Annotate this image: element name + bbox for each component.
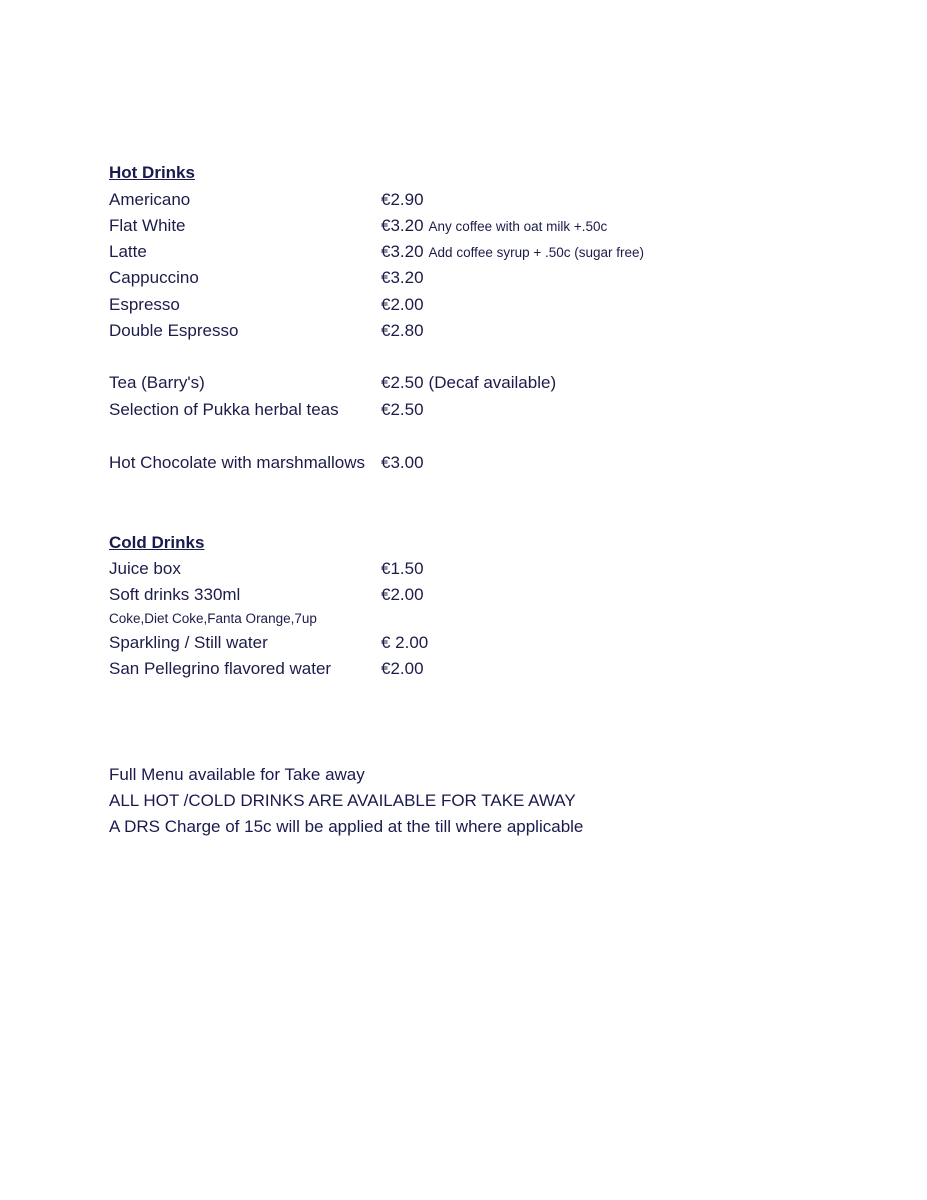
price-value: €2.80 (381, 321, 424, 340)
item-price (381, 399, 424, 421)
item-price (381, 320, 424, 342)
price-value: €3.20 (381, 216, 424, 235)
item-price (381, 215, 607, 238)
menu-item-tea (109, 372, 809, 394)
price-value: €2.50 (381, 400, 424, 419)
item-name: Selection of Pukka herbal teas (109, 400, 339, 419)
menu-item-latte (109, 241, 809, 263)
item-price (381, 558, 424, 580)
item-price (381, 267, 424, 289)
price-value: €1.50 (381, 559, 424, 578)
price-value: €3.20 (381, 242, 424, 261)
menu-item-water (109, 632, 809, 654)
item-note: Add coffee syrup + .50c (sugar free) (428, 245, 645, 260)
price-value: €3.20 (381, 268, 424, 287)
hot-drinks-heading: Hot Drinks (109, 163, 195, 182)
item-name: Hot Chocolate with marshmallows (109, 453, 366, 472)
price-value: €2.50 (381, 373, 424, 392)
menu-item-cappuccino (109, 267, 809, 289)
item-price (381, 294, 424, 316)
price-value: €2.90 (381, 190, 424, 209)
menu-item-soft-drinks (109, 584, 809, 606)
item-price (381, 241, 644, 264)
price-value: €2.00 (381, 585, 424, 604)
price-value: € 2.00 (381, 633, 429, 652)
item-name: Americano (109, 190, 191, 209)
item-price (381, 452, 424, 474)
cold-drinks-heading: Cold Drinks (109, 533, 205, 552)
soft-drinks-options: Coke,Diet Coke,Fanta Orange,7up (109, 611, 317, 626)
item-price (381, 189, 424, 211)
item-name: Latte (109, 242, 147, 261)
takeaway-drinks-note: ALL HOT /COLD DRINKS ARE AVAILABLE FOR TAKE AWAY (109, 791, 576, 810)
price-value: €2.00 (381, 295, 424, 314)
item-name: Flat White (109, 216, 186, 235)
item-name: Espresso (109, 295, 180, 314)
menu-item-flat-white (109, 215, 809, 237)
menu-item-juice-box (109, 558, 809, 580)
item-note: Any coffee with oat milk +.50c (428, 219, 608, 234)
menu-item-espresso (109, 294, 809, 316)
menu-item-hot-chocolate (109, 452, 809, 474)
takeaway-note: Full Menu available for Take away (109, 765, 365, 784)
price-value: €3.00 (381, 453, 424, 472)
drs-charge-note: A DRS Charge of 15c will be applied at the till where applicable (109, 817, 584, 836)
menu-item-san-pellegrino (109, 658, 809, 680)
item-name: Juice box (109, 559, 181, 578)
item-name: Double Espresso (109, 321, 239, 340)
price-value: €2.00 (381, 659, 424, 678)
item-price (381, 372, 556, 394)
item-price (381, 584, 424, 606)
item-price (381, 632, 428, 654)
item-note: (Decaf available) (428, 373, 557, 392)
item-name: Soft drinks 330ml (109, 585, 241, 604)
item-name: Cappuccino (109, 268, 199, 287)
item-name: Tea (Barry's) (109, 373, 205, 392)
item-price (381, 658, 424, 680)
item-name: Sparkling / Still water (109, 633, 268, 652)
menu-item-double-espresso (109, 320, 809, 342)
item-name: San Pellegrino flavored water (109, 659, 332, 678)
menu-item-americano (109, 189, 809, 211)
menu-item-pukka-teas (109, 399, 809, 421)
